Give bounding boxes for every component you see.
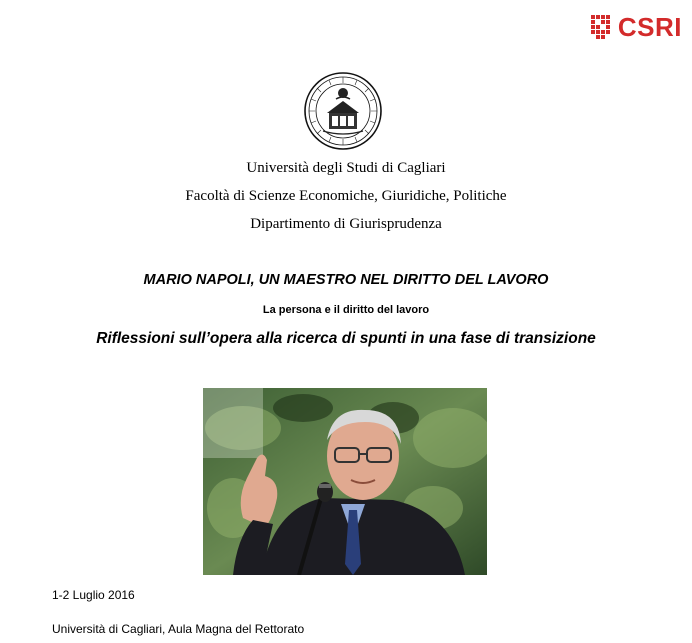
- department-name: Dipartimento di Giurisprudenza: [250, 216, 442, 232]
- event-title: MARIO NAPOLI, UN MAESTRO NEL DIRITTO DEL LAVORO: [143, 272, 549, 288]
- csri-logo-text: CSRI: [617, 12, 682, 42]
- csri-logo-mark-icon: [591, 15, 613, 39]
- csri-logo: [591, 14, 682, 40]
- speaker-photo: [203, 388, 487, 575]
- event-tagline: Riflessioni sull’opera alla ricerca di spunti in una fase di transizione: [96, 330, 596, 347]
- faculty-name: Facoltà di Scienze Economiche, Giuridiche, Politiche: [185, 188, 507, 204]
- university-name: Università degli Studi di Cagliari: [246, 160, 446, 176]
- event-venue: Università di Cagliari, Aula Magna del Rettorato: [52, 622, 305, 636]
- university-seal-icon: [303, 71, 383, 151]
- event-subtitle: La persona e il diritto del lavoro: [262, 304, 430, 316]
- event-date: 1-2 Luglio 2016: [52, 588, 135, 602]
